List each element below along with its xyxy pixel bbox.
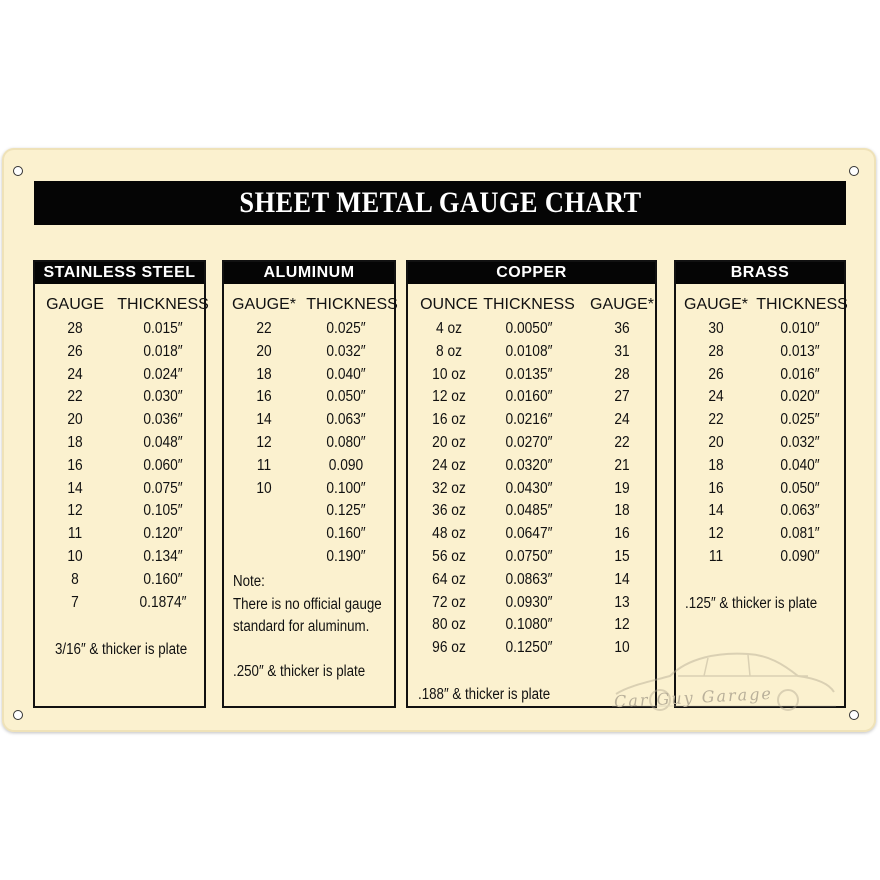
gauge-cell: 14 [614, 570, 630, 588]
table-row [676, 320, 844, 343]
table-row [408, 616, 655, 639]
gauge-cell: 10 [67, 547, 83, 565]
thickness-cell: 0.0863″ [505, 570, 553, 588]
plate-note: 3/16″ & thicker is plate [55, 641, 188, 658]
table-row [35, 434, 204, 457]
table-row [224, 388, 394, 411]
ounce-cell: 32 oz [432, 479, 466, 497]
copper-panel [406, 260, 657, 708]
thickness-cell: 0.050″ [780, 479, 820, 497]
gauge-cell: 14 [256, 411, 272, 429]
thickness-cell: 0.0430″ [505, 479, 553, 497]
aluminum-note [233, 571, 382, 639]
table-row [408, 343, 655, 366]
note-line: There is no official gauge [233, 595, 382, 613]
gauge-cell: 15 [614, 547, 630, 565]
ounce-cell: 96 oz [432, 639, 466, 657]
table-row [35, 548, 204, 571]
note-title: Note: [233, 573, 265, 590]
thickness-cell: 0.030″ [143, 388, 183, 406]
thickness-cell: 0.1874″ [139, 593, 187, 611]
gauge-cell: 20 [67, 411, 83, 429]
thickness-cell: 0.024″ [143, 365, 183, 383]
gauge-cell: 26 [67, 342, 83, 360]
thickness-cell: 0.025″ [780, 411, 820, 429]
gauge-cell: 31 [614, 342, 630, 360]
gauge-cell: 11 [708, 547, 724, 565]
table-row [676, 548, 844, 571]
gauge-cell: 12 [614, 616, 630, 634]
thickness-cell: 0.120″ [143, 525, 183, 543]
gauge-cell: 20 [256, 342, 272, 360]
gauge-cell: 28 [67, 320, 83, 337]
gauge-cell: 11 [67, 525, 83, 543]
stainless-rows [35, 320, 204, 616]
thickness-cell: 0.090 [328, 456, 364, 474]
thickness-cell: 0.048″ [143, 433, 183, 451]
copper-column-headers: OUNCE THICKNESS GAUGE* [420, 296, 655, 313]
thickness-cell: 0.040″ [780, 456, 820, 474]
thickness-cell: 0.190″ [326, 547, 366, 565]
mounting-hole-bottom-left [13, 710, 23, 720]
gauge-cell: 12 [708, 525, 724, 543]
table-row [408, 594, 655, 617]
thickness-cell: 0.032″ [780, 433, 820, 451]
table-row [676, 366, 844, 389]
thickness-cell: 0.036″ [143, 411, 183, 429]
table-row [35, 388, 204, 411]
note-line: standard for aluminum. [233, 618, 370, 635]
thickness-cell: 0.060″ [143, 456, 183, 474]
brass-header: BRASS [676, 262, 844, 284]
table-row [224, 457, 394, 480]
table-row [676, 343, 844, 366]
mounting-hole-top-right [849, 166, 859, 176]
table-row [408, 457, 655, 480]
table-row [408, 525, 655, 548]
gauge-cell: 10 [614, 639, 630, 657]
ounce-cell: 20 oz [432, 433, 466, 451]
table-row [676, 388, 844, 411]
ounce-cell: 24 oz [432, 456, 466, 474]
table-row [676, 502, 844, 525]
gauge-cell: 16 [256, 388, 272, 406]
table-row [408, 434, 655, 457]
thickness-cell: 0.0160″ [505, 388, 553, 406]
thickness-cell: 0.080″ [326, 433, 366, 451]
gauge-cell: 12 [67, 502, 83, 520]
thickness-cell: 0.015″ [143, 320, 183, 337]
thickness-cell: 0.160″ [326, 525, 366, 543]
gauge-cell: 19 [614, 479, 630, 497]
gauge-cell: 27 [614, 388, 630, 406]
brass-panel [674, 260, 846, 708]
brass-column-headers: GAUGE* THICKNESS [683, 296, 848, 313]
table-row [408, 320, 655, 343]
thickness-cell: 0.090″ [780, 547, 820, 565]
thickness-cell: 0.1250″ [505, 639, 553, 657]
thickness-cell: 0.025″ [326, 320, 366, 337]
thickness-cell: 0.013″ [780, 342, 820, 360]
gauge-cell: 10 [256, 479, 272, 497]
copper-rows [408, 320, 655, 662]
table-row [224, 434, 394, 457]
title-bar [34, 181, 846, 225]
thickness-cell: 0.010″ [780, 320, 820, 337]
table-row [35, 411, 204, 434]
aluminum-header: ALUMINUM [224, 262, 394, 284]
gauge-cell: 20 [708, 433, 724, 451]
ounce-cell: 36 oz [432, 502, 466, 520]
ounce-cell: 10 oz [432, 365, 466, 383]
gauge-cell: 28 [614, 365, 630, 383]
table-row [408, 571, 655, 594]
gauge-cell: 7 [71, 593, 79, 611]
table-row [35, 457, 204, 480]
gauge-cell: 18 [708, 456, 724, 474]
table-row [35, 502, 204, 525]
chart-title: SHEET METAL GAUGE CHART [238, 186, 642, 219]
thickness-cell: 0.0050″ [505, 320, 553, 337]
gauge-cell: 30 [708, 320, 724, 337]
thickness-cell: 0.0647″ [505, 525, 553, 543]
thickness-cell: 0.0320″ [505, 456, 553, 474]
thickness-cell: 0.032″ [326, 342, 366, 360]
table-row [676, 411, 844, 434]
table-row [224, 502, 394, 525]
metal-sign [2, 148, 876, 732]
thickness-cell: 0.016″ [780, 365, 820, 383]
table-row [35, 480, 204, 503]
plate-note: .125″ & thicker is plate [685, 595, 818, 612]
thickness-cell: 0.1080″ [505, 616, 553, 634]
gauge-cell: 28 [708, 342, 724, 360]
ounce-cell: 16 oz [432, 411, 466, 429]
thickness-cell: 0.100″ [326, 479, 366, 497]
table-row [408, 388, 655, 411]
aluminum-column-headers: GAUGE* THICKNESS [231, 296, 398, 313]
table-row [676, 434, 844, 457]
thickness-cell: 0.134″ [143, 547, 183, 565]
plate-note: .250″ & thicker is plate [233, 663, 366, 680]
table-row [676, 457, 844, 480]
table-row [35, 525, 204, 548]
gauge-cell: 24 [614, 411, 630, 429]
gauge-cell: 8 [71, 570, 79, 588]
table-row [35, 320, 204, 343]
plate-note: .188″ & thicker is plate [418, 686, 551, 703]
gauge-cell: 14 [708, 502, 724, 520]
mounting-hole-top-left [13, 166, 23, 176]
thickness-cell: 0.0216″ [505, 411, 553, 429]
table-row [676, 525, 844, 548]
gauge-cell: 11 [256, 456, 272, 474]
stainless-steel-panel [33, 260, 209, 708]
stainless-column-headers: GAUGE THICKNESS [46, 296, 209, 313]
thickness-cell: 0.0108″ [505, 342, 553, 360]
gauge-cell: 22 [67, 388, 83, 406]
thickness-cell: 0.040″ [326, 365, 366, 383]
thickness-cell: 0.020″ [780, 388, 820, 406]
gauge-cell: 26 [708, 365, 724, 383]
ounce-cell: 8 oz [435, 342, 463, 360]
thickness-cell: 0.063″ [326, 411, 366, 429]
thickness-cell: 0.105″ [143, 502, 183, 520]
table-row [224, 480, 394, 503]
thickness-cell: 0.160″ [143, 570, 183, 588]
aluminum-panel [222, 260, 396, 708]
ounce-cell: 80 oz [432, 616, 466, 634]
table-row [408, 548, 655, 571]
thickness-cell: 0.063″ [780, 502, 820, 520]
ounce-cell: 56 oz [432, 547, 466, 565]
gauge-cell: 22 [708, 411, 724, 429]
brass-rows [676, 320, 844, 571]
gauge-cell: 13 [614, 593, 630, 611]
table-row [224, 411, 394, 434]
gauge-cell: 22 [256, 320, 272, 337]
thickness-cell: 0.0930″ [505, 593, 553, 611]
table-row [35, 571, 204, 594]
thickness-cell: 0.0485″ [505, 502, 553, 520]
gauge-cell: 14 [67, 479, 83, 497]
copper-header: COPPER [408, 262, 655, 284]
table-row [408, 366, 655, 389]
gauge-cell: 12 [256, 433, 272, 451]
table-row [224, 548, 394, 571]
table-row [408, 480, 655, 503]
stainless-steel-header: STAINLESS STEEL [35, 262, 204, 284]
table-row [676, 480, 844, 503]
gauge-cell: 16 [67, 456, 83, 474]
thickness-cell: 0.125″ [326, 502, 366, 520]
ounce-cell: 64 oz [432, 570, 466, 588]
gauge-cell: 24 [708, 388, 724, 406]
thickness-cell: 0.081″ [780, 525, 820, 543]
ounce-cell: 12 oz [432, 388, 466, 406]
mounting-hole-bottom-right [849, 710, 859, 720]
table-row [224, 366, 394, 389]
table-row [224, 320, 394, 343]
gauge-cell: 16 [614, 525, 630, 543]
table-row [408, 502, 655, 525]
gauge-cell: 18 [256, 365, 272, 383]
thickness-cell: 0.018″ [143, 342, 183, 360]
aluminum-rows [224, 320, 394, 571]
ounce-cell: 72 oz [432, 593, 466, 611]
table-row [35, 366, 204, 389]
gauge-cell: 24 [67, 365, 83, 383]
thickness-cell: 0.075″ [143, 479, 183, 497]
gauge-cell: 21 [614, 456, 630, 474]
table-row [35, 343, 204, 366]
watermark-text: Car Guy Garage [613, 683, 774, 712]
gauge-cell: 18 [614, 502, 630, 520]
table-row [224, 525, 394, 548]
gauge-cell: 16 [708, 479, 724, 497]
thickness-cell: 0.050″ [326, 388, 366, 406]
thickness-cell: 0.0135″ [505, 365, 553, 383]
table-row [224, 343, 394, 366]
table-row [35, 594, 204, 617]
gauge-cell: 22 [614, 433, 630, 451]
gauge-cell: 18 [67, 433, 83, 451]
thickness-cell: 0.0750″ [505, 547, 553, 565]
table-row [408, 411, 655, 434]
thickness-cell: 0.0270″ [505, 433, 553, 451]
gauge-cell: 36 [614, 320, 630, 337]
ounce-cell: 48 oz [432, 525, 466, 543]
ounce-cell: 4 oz [435, 320, 463, 337]
